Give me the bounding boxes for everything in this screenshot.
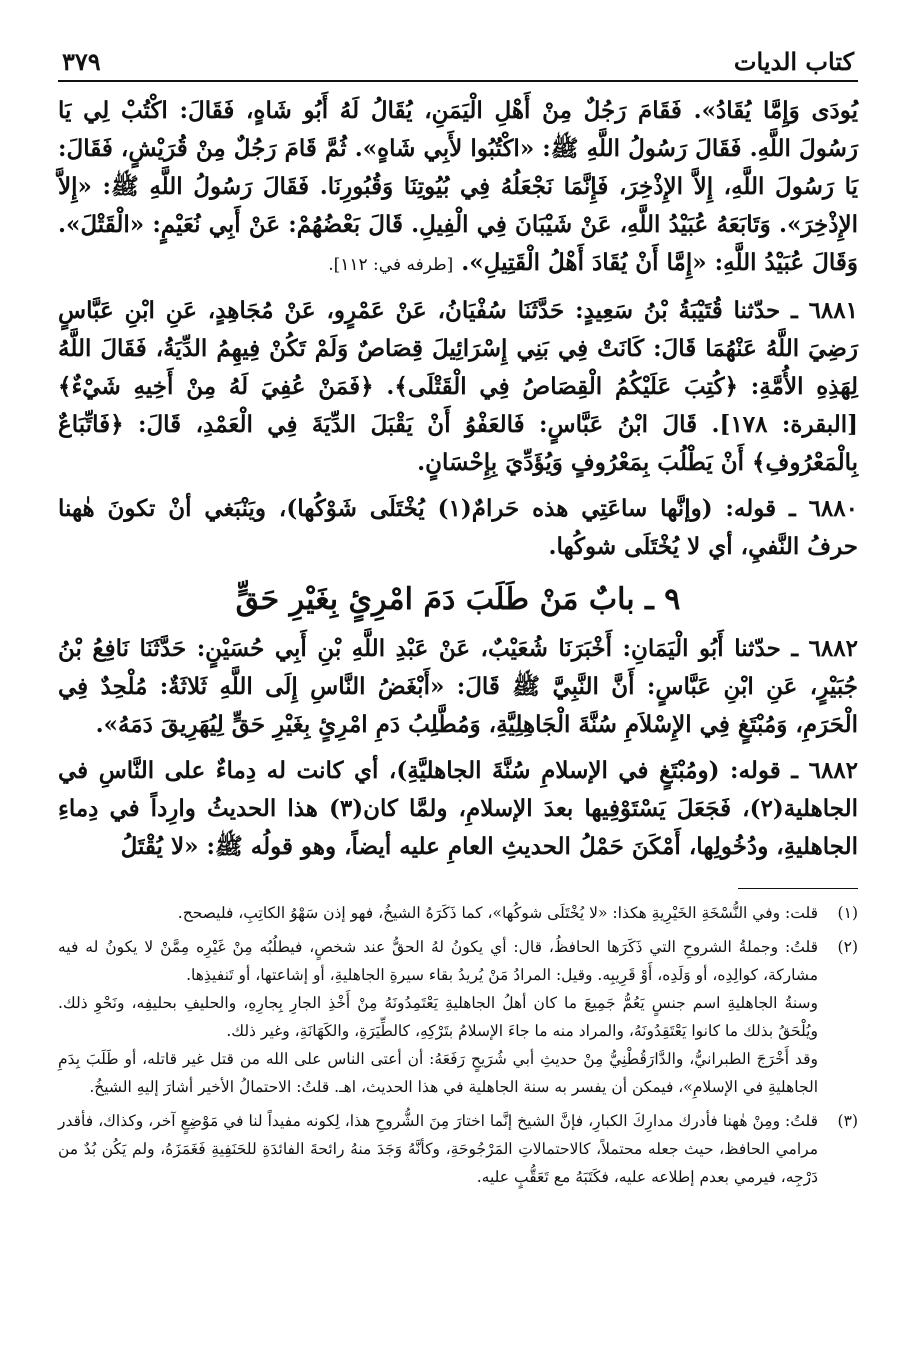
footnote-1 bbox=[58, 899, 858, 927]
footnote-text: وسنةُ الجاهليةِ اسم جنسٍ يَعُمُّ جَمِيعَ ما كان أهلُ الجاهليةِ يَعْتَمِدُونَهُ مِنْ أَخْذِ الجارِ بِجارِهِ، والحليفِ بحليفِه، ونَحْوِ ذلك. ويُلْحَقُ بذلك ما كانوا يَعْتَقِدُونَهُ، والمراد منه ما جاءَ الإسلامُ بتَرْكِهِ، كالطِّيَرَةِ، والكَهَانَةِ، وغير ذلك. bbox=[58, 994, 818, 1040]
paragraph-continuation: يُودَى وَإِمَّا يُقَادُ». فَقَامَ رَجُلٌ مِنْ أَهْلِ الْيَمَنِ، يُقَالُ لَهُ أَبُو شَاهٍ، فَقَالَ: اكْتُبْ لِي يَا رَسُولَ اللَّهِ. فَقَالَ رَسُولُ اللَّهِ ﷺ: «اكْتُبُوا لأَبِي شَاهٍ». ثُمَّ قَامَ رَجُلٌ مِنْ قُرَيْشٍ، فَقَالَ: يَا رَسُولَ اللَّهِ، إِلاَّ الإِذْخِرَ، فَإِنَّمَا نَجْعَلُهُ فِي بُيُوتِنَا وَقُبُورِنَا. فَقَالَ رَسُولُ اللَّهِ ﷺ: «إِلاَّ الإِذْخِرَ». وَتَابَعَهُ عُبَيْدُ اللَّهِ، عَنْ شَيْبَانَ فِي الْفِيلِ. قَالَ بَعْضُهُمْ: عَنْ أَبِي نُعَيْمٍ: «الْقَتْلَ». وَقَالَ عُبَيْدُ اللَّهِ: «إِمَّا أَنْ يُقَادَ أَهْلُ الْقَتِيلِ». [طرفه في: ١١٢]. bbox=[58, 97, 858, 276]
document-page bbox=[58, 38, 858, 1328]
footnote-text: قلت: وفي النُّسْخَةِ الخَيْرِيةِ هكذا: «لا يُخْتَلَى شوكُها»، كما ذَكَرَهُ الشيخُ، فهو إذن سَهْوُ الكاتِبِ، فليصحح. bbox=[177, 904, 818, 922]
footnote-text: قلتُ: ومِنْ هٰهنا فأدرك مدارِكَ الكبارِ، فإنَّ الشيخ إنَّما اختارَ مِنَ الشُّروحِ هذا، لِكونه مفيداً لنا في مَوْضِعٍ آخر، وكذاك، فأقدر مرامي الحافظ، حيث جعله محتملاً، كالاحتمالاتِ المَرْجُوحَةِ، وكأنَّهُ وَجَدَ منهُ رائحةَ الفائدَةِ للحَنَفِيةِ فَغَمَزَهُ، ولم يَكُن بُدٌ من دَرْجِه، فيرمي بعدم إطلاعه عليه، فكَتَبَهُ مع تَعَقُّبٍ عليه. bbox=[58, 1112, 818, 1186]
footnote-number: (١) bbox=[837, 904, 858, 922]
running-header bbox=[58, 38, 858, 82]
cross-reference: [طرفه في: ١١٢]. bbox=[328, 255, 454, 275]
hadith-6882: ٦٨٨٢ ـ حدّثنا أَبُو الْيَمَانِ: أَخْبَرَنَا شُعَيْبٌ، عَنْ عَبْدِ اللَّهِ بْنِ أَبِي حُسَيْنٍ: حَدَّثَنَا نَافِعُ بْنُ جُبَيْرٍ، عَنِ ابْنِ عَبَّاسٍ: أَنَّ النَّبِيَّ ﷺ قَالَ: «أَبْغَضُ النَّاسِ إِلَى اللَّهِ ثَلاثَةٌ: مُلْحِدٌ فِي الْحَرَمِ، وَمُبْتَغٍ فِي الإِسْلاَمِ سُنَّةَ الْجَاهِلِيَّةِ، وَمُطَّلِبُ دَمِ امْرِئٍ بِغَيْرِ حَقٍّ لِيُهَرِيقَ دَمَهُ». bbox=[58, 635, 858, 738]
footnote-separator bbox=[738, 888, 858, 889]
footnote-text: قلتُ: وجملةُ الشروحِ التي ذَكَرَها الحافظُ، قال: أي يكونُ لهُ الحقُّ عند شخصٍ، فيطلُبُه مِنْ غَيْرِه مِمَّنْ لا يكونُ له فيه مشاركة، كوالِدِه، أو وَلَدِه، أَوْ قَرِيبِه. وقيل: المرادُ مَنْ يُريدُ بقاء سيرةِ الجاهليةِ، أو إشاعتها، أو تَنفيذِها. bbox=[58, 938, 818, 984]
page-number: ٣٧٩ bbox=[62, 47, 101, 76]
footnote-number: (٢) bbox=[837, 938, 858, 956]
hadith-6881: ٦٨٨١ ـ حدّثنا قُتَيْبَةُ بْنُ سَعِيدٍ: حَدَّثَنَا سُفْيَانُ، عَنْ عَمْرٍو، عَنْ مُجَاهِدٍ، عَنِ ابْنِ عَبَّاسٍ رَضِيَ اللَّهُ عَنْهُمَا قَالَ: كَانَتْ فِي بَنِي إِسْرَائِيلَ قِصَاصٌ وَلَمْ تَكُنْ فِيهِمُ الدِّيَةُ، فَقَالَ اللَّهُ لِهَذِهِ الأُمَّةِ: ﴿كُتِبَ عَلَيْكُمُ الْقِصَاصُ فِي الْقَتْلَى﴾. ﴿فَمَنْ عُفِيَ لَهُ مِنْ أَخِيهِ شَيْءٌ﴾ [البقرة: ١٧٨]. قَالَ ابْنُ عَبَّاسٍ: فَالعَفْوُ أَنْ يَقْبَلَ الدِّيَةَ فِي الْعَمْدِ، قَالَ: ﴿فَاتِّبَاعٌ بِالْمَعْرُوفِ﴾ أَنْ يَطْلُبَ بِمَعْرُوفٍ وَيُؤَدِّيَ بِإِحْسَانٍ. bbox=[58, 297, 859, 476]
footnote-2 bbox=[58, 933, 858, 1101]
footnotes bbox=[58, 899, 858, 1191]
footnote-text: وقد أَخْرَجَ الطبرانيُّ، والدَّارَقُطْنِيُّ مِنْ حديثِ أبي شُرَيحٍ رَفَعَهُ: أن أعتى الناس على الله من قتل غير قاتله، أو طَلَبَ بِدَمِ الجاهليةِ في الإسلامِ»، فيمكن أن يفسر به سنة الجاهلية في هذا الحديث، اهـ. قلتُ: الاحتمالُ الأخير أشارَ إليهِ الشيخُ. bbox=[58, 1050, 818, 1096]
footnote-number: (٣) bbox=[837, 1112, 858, 1130]
chapter-heading: ٩ ـ بابٌ مَنْ طَلَبَ دَمَ امْرِئٍ بِغَيْرِ حَقٍّ bbox=[235, 582, 681, 617]
book-title: كتاب الديات bbox=[733, 47, 854, 76]
main-text bbox=[58, 92, 858, 866]
commentary-6880: ٦٨٨٠ ـ قوله: (وإنَّها ساعَتِي هذه حَرامٌ(١) يُخْتَلَى شَوْكُها)، ويَنْبَغي أنْ تكونَ هٰهنا حرفُ النَّفيِ، أي لا يُخْتَلَى شوكُها. bbox=[58, 495, 858, 560]
commentary-6882: ٦٨٨٢ ـ قوله: (ومُبْتَغٍ في الإسلامِ سُنَّةَ الجاهليَّةِ)، أي كانت له دِماءٌ على النَّاسِ في الجاهلية(٢)، فَجَعَلَ يَسْتَوْفِيها بعدَ الإسلامِ، ولمَّا كان(٣) هذا الحديثُ وارِداً في دِماءِ الجاهليةِ، ودُخُولِها، أَمْكَنَ حَمْلُ الحديثِ العامِ عليه أيضاً، وهو قولُه ﷺ: «لا يُقْتَلُ bbox=[58, 757, 859, 860]
footnote-3 bbox=[58, 1107, 858, 1191]
